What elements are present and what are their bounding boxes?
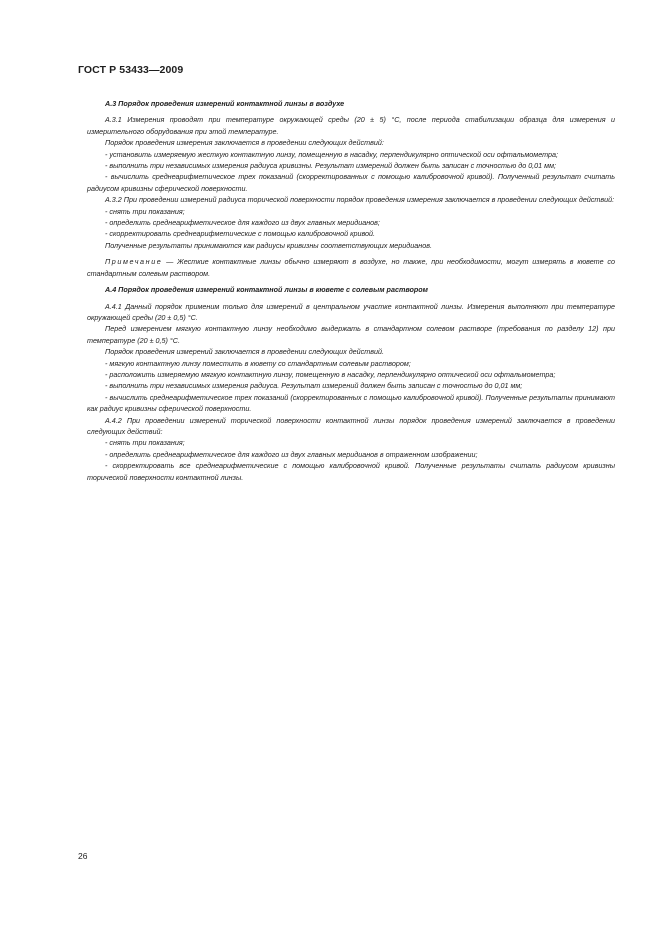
- paragraph: Перед измерением мягкую контактную линзу необходимо выдержать в стандартном солевом растворе (требования по разделу 12) при температуре (20 ± 0,5) °С.: [87, 324, 615, 345]
- paragraph: А.4.2 При проведении измерений торической поверхности контактной линзы порядок проведения измерений заключается в проведении следующих действий:: [87, 415, 615, 436]
- list-item: - снять три показания;: [105, 206, 185, 216]
- note: [87, 256, 615, 279]
- section-heading-a3: А.3 Порядок проведения измерений контактной линзы в воздухе: [105, 99, 345, 108]
- list-item: - расположить измеряемую мягкую контактную линзу, помещенную в насадку, перпендикулярно оптической оси офтальмометра;: [105, 369, 556, 379]
- paragraph: А.4.1 Данный порядок применим только для измерений в центральном участке контактной линзы. Измерения выполняют при температуре окружающей среды (20 ± 0,5) °С.: [87, 301, 615, 322]
- document-body: [87, 98, 615, 483]
- list-item: - вычислить среднеарифметическое трех показаний (скорректированных с помощью калибровочной кривой). Полученный результат считать радиусом кривизны сферической поверхности.: [87, 172, 615, 193]
- paragraph: Полученные результаты принимаются как радиусы кривизны соответствующих меридианов.: [105, 240, 432, 250]
- section-heading-a4: А.4 Порядок проведения измерений контактной линзы в кювете с солевым раствором: [105, 285, 428, 295]
- paragraph: А.3.1 Измерения проводят при температуре окружающей среды (20 ± 5) °С, после периода стабилизации образца для измерения и измерительного оборудования при этой температуре.: [87, 115, 615, 136]
- paragraph: А.3.2 При проведении измерений радиуса торической поверхности порядок проведения измерения заключается в проведении следующих действий:: [105, 195, 615, 205]
- list-item: - выполнить три независимых измерения радиуса. Результат измерений должен быть записан с точностью до 0,01 мм;: [105, 381, 523, 391]
- note-label: Примечание: [105, 257, 163, 267]
- page-number: 26: [78, 851, 88, 861]
- list-item: - скорректировать все среднеарифметические с помощью калибровочной кривой. Полученные результаты считать радиусом кривизны торической поверхности контактной линзы.: [87, 461, 615, 482]
- list-item: - скорректировать среднеарифметические с помощью калибровочной кривой.: [105, 229, 376, 239]
- list-item: - снять три показания;: [105, 438, 185, 448]
- list-item: - определить среднеарифметическое для каждого из двух главных меридианов;: [105, 218, 380, 228]
- paragraph: Порядок проведения измерения заключается в проведении следующих действий:: [105, 138, 384, 148]
- document-header: ГОСТ Р 53433—2009: [78, 64, 184, 76]
- list-item: - установить измеряемую жесткую контактную линзу, помещенную в насадку, перпендикулярно оптической оси офтальмометра;: [105, 149, 559, 159]
- note-text: — Жесткие контактные линзы обычно измеряют в воздухе, но также, при необходимости, могут измерять в кювете со стандартным солевым раствором.: [87, 257, 615, 278]
- list-item: - определить среднеарифметическое для каждого из двух главных меридианов в отраженном изображении;: [105, 449, 478, 459]
- list-item: - выполнить три независимых измерения радиуса кривизны. Результат измерений должен быть записан с точностью до 0,01 мм;: [105, 161, 557, 171]
- list-item: - вычислить среднеарифметическое трех показаний (скорректированных с помощью калибровочной кривой). Полученные результаты принимают как радиус кривизны сферической поверхности.: [87, 392, 615, 414]
- list-item: - мягкую контактную линзу поместить в кювету со стандартным солевым раствором;: [105, 358, 411, 368]
- paragraph: Порядок проведения измерений заключается в проведении следующих действий.: [105, 347, 384, 357]
